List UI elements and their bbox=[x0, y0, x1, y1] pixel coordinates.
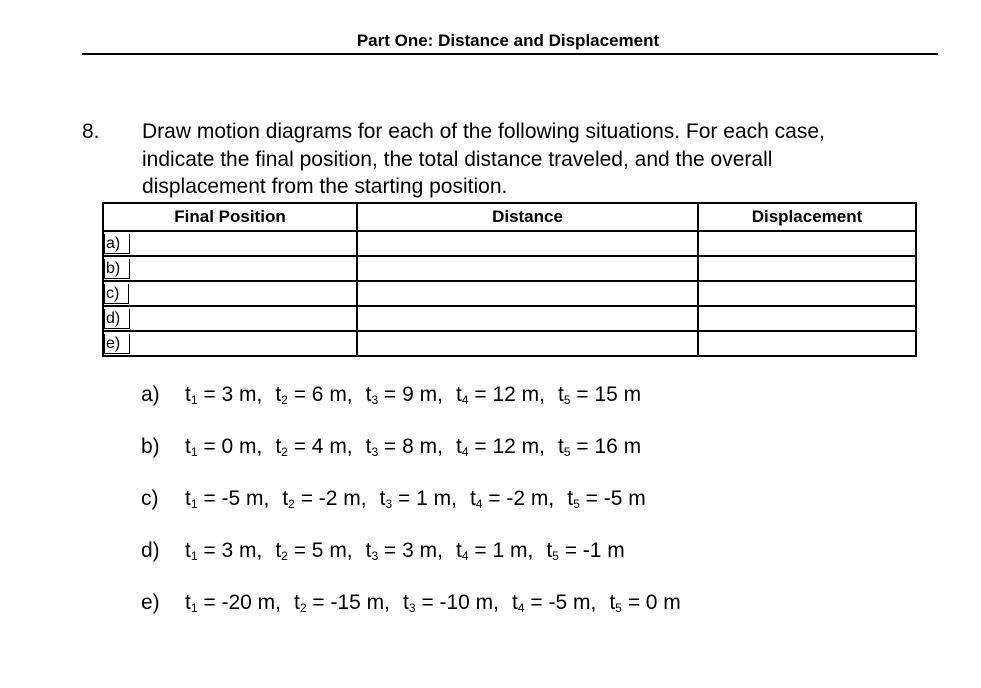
time-subscript: 5 bbox=[563, 445, 571, 459]
case-line bbox=[141, 484, 694, 536]
time-subscript: 1 bbox=[190, 445, 198, 459]
time-subscript: 3 bbox=[371, 393, 379, 407]
time-subscript: 4 bbox=[461, 445, 469, 459]
position-value bbox=[366, 383, 443, 406]
position-text: = -2 m, bbox=[488, 487, 555, 510]
time-symbol: t bbox=[185, 539, 191, 562]
position-text: = -5 m bbox=[585, 487, 646, 510]
table-header-row bbox=[103, 203, 916, 231]
time-subscript: 5 bbox=[552, 549, 559, 563]
position-text: = 5 m, bbox=[293, 539, 353, 562]
final-position-cell[interactable] bbox=[103, 231, 357, 256]
position-text: = 3 m, bbox=[203, 383, 263, 406]
time-subscript: 3 bbox=[371, 549, 379, 563]
answer-table bbox=[102, 202, 917, 357]
time-symbol: t bbox=[185, 435, 191, 458]
position-value bbox=[275, 383, 352, 406]
time-subscript: 5 bbox=[573, 497, 580, 511]
position-text: = 4 m, bbox=[293, 435, 353, 458]
position-text: = -5 m, bbox=[530, 591, 597, 614]
position-value bbox=[185, 435, 262, 458]
final-position-cell[interactable] bbox=[103, 281, 357, 306]
position-text: = 6 m, bbox=[293, 383, 353, 406]
time-subscript: 2 bbox=[281, 445, 288, 459]
question-number: 8. bbox=[82, 120, 100, 143]
time-symbol: t bbox=[275, 383, 282, 406]
time-subscript: 2 bbox=[288, 497, 295, 511]
time-subscript: 1 bbox=[190, 393, 198, 407]
case-line bbox=[141, 536, 694, 588]
row-label: d) bbox=[104, 309, 130, 329]
distance-cell[interactable] bbox=[357, 331, 698, 356]
time-subscript: 5 bbox=[615, 601, 622, 615]
case-line bbox=[141, 380, 694, 432]
case-label: b) bbox=[141, 435, 160, 458]
position-value bbox=[366, 435, 443, 458]
position-text: = 8 m, bbox=[384, 435, 443, 458]
row-label: a) bbox=[104, 234, 130, 254]
time-symbol: t bbox=[294, 591, 300, 614]
position-value bbox=[185, 487, 269, 510]
position-text: = 1 m, bbox=[398, 487, 457, 510]
position-value bbox=[185, 591, 281, 614]
position-text: = 16 m bbox=[576, 435, 642, 458]
position-value bbox=[294, 591, 390, 614]
time-symbol: t bbox=[557, 435, 564, 458]
question-line: displacement from the starting position. bbox=[142, 175, 508, 198]
case-label: a) bbox=[141, 383, 160, 406]
position-value bbox=[380, 487, 457, 510]
position-text: = 9 m, bbox=[384, 383, 443, 406]
time-symbol: t bbox=[365, 383, 372, 406]
time-symbol: t bbox=[546, 539, 553, 562]
position-value bbox=[558, 435, 641, 458]
time-symbol: t bbox=[403, 591, 409, 614]
question-prompt bbox=[142, 118, 942, 201]
question-line: Draw motion diagrams for each of the following situations. For each case, bbox=[142, 120, 825, 143]
question-line: indicate the final position, the total distance traveled, and the overall bbox=[142, 147, 773, 171]
time-symbol: t bbox=[512, 591, 518, 614]
position-text: = -15 m, bbox=[312, 591, 390, 614]
time-subscript: 5 bbox=[563, 393, 571, 407]
position-value bbox=[275, 435, 352, 458]
case-label: d) bbox=[141, 539, 160, 562]
position-value bbox=[275, 539, 352, 562]
position-value bbox=[512, 591, 596, 614]
displacement-cell[interactable] bbox=[698, 306, 916, 331]
position-value bbox=[185, 383, 262, 406]
time-subscript: 2 bbox=[281, 393, 288, 407]
displacement-cell[interactable] bbox=[698, 231, 916, 256]
position-value bbox=[558, 383, 641, 406]
table-row bbox=[103, 281, 916, 306]
case-line bbox=[141, 588, 694, 640]
row-label: b) bbox=[104, 259, 130, 279]
position-list bbox=[141, 380, 694, 640]
distance-cell[interactable] bbox=[357, 281, 698, 306]
position-text: = -10 m, bbox=[421, 591, 499, 614]
distance-cell[interactable] bbox=[357, 231, 698, 256]
position-value bbox=[546, 539, 624, 562]
position-text: = 12 m, bbox=[474, 435, 545, 458]
time-symbol: t bbox=[282, 487, 289, 510]
time-subscript: 4 bbox=[461, 393, 469, 407]
time-symbol: t bbox=[275, 435, 282, 458]
position-value bbox=[456, 539, 533, 562]
time-symbol: t bbox=[455, 383, 462, 406]
case-label: c) bbox=[141, 487, 159, 510]
time-subscript: 4 bbox=[475, 497, 483, 511]
time-subscript: 4 bbox=[517, 601, 525, 615]
position-text: = -5 m, bbox=[203, 487, 270, 510]
table-row bbox=[103, 331, 916, 356]
position-value bbox=[366, 539, 443, 562]
case-label: e) bbox=[141, 591, 160, 614]
position-text: = -2 m, bbox=[300, 487, 367, 510]
column-header-final-position: Final Position bbox=[103, 203, 357, 231]
position-text: = 1 m, bbox=[474, 539, 534, 562]
displacement-cell[interactable] bbox=[698, 281, 916, 306]
position-text: = 0 m, bbox=[203, 435, 263, 458]
distance-cell[interactable] bbox=[357, 256, 698, 281]
row-label: c) bbox=[104, 284, 129, 304]
time-symbol: t bbox=[567, 487, 574, 510]
position-text: = 12 m, bbox=[474, 383, 545, 406]
table-row bbox=[103, 256, 916, 281]
time-symbol: t bbox=[185, 383, 191, 406]
time-symbol: t bbox=[185, 591, 191, 614]
position-value bbox=[456, 383, 545, 406]
displacement-cell[interactable] bbox=[698, 256, 916, 281]
position-text: = -1 m bbox=[564, 539, 625, 562]
time-symbol: t bbox=[609, 591, 616, 614]
position-value bbox=[609, 591, 680, 614]
position-value bbox=[470, 487, 554, 510]
column-header-displacement: Displacement bbox=[698, 203, 916, 231]
position-text: = 0 m bbox=[627, 591, 681, 614]
column-header-distance: Distance bbox=[357, 203, 698, 231]
final-position-cell[interactable] bbox=[103, 306, 357, 331]
time-subscript: 4 bbox=[461, 549, 469, 563]
row-label: e) bbox=[104, 334, 130, 354]
time-subscript: 1 bbox=[190, 601, 198, 615]
time-subscript: 3 bbox=[408, 601, 416, 615]
final-position-cell[interactable] bbox=[103, 256, 357, 281]
table-row bbox=[103, 231, 916, 256]
time-subscript: 1 bbox=[190, 497, 198, 511]
distance-cell[interactable] bbox=[357, 306, 698, 331]
final-position-cell[interactable] bbox=[103, 331, 357, 356]
position-value bbox=[567, 487, 645, 510]
header-divider bbox=[82, 53, 938, 55]
time-subscript: 2 bbox=[299, 601, 307, 615]
position-text: = 3 m, bbox=[203, 539, 263, 562]
position-value bbox=[456, 435, 545, 458]
time-subscript: 3 bbox=[385, 497, 393, 511]
case-line bbox=[141, 432, 694, 484]
time-subscript: 3 bbox=[371, 445, 379, 459]
time-symbol: t bbox=[469, 487, 476, 510]
time-symbol: t bbox=[379, 487, 386, 510]
time-symbol: t bbox=[455, 435, 462, 458]
time-symbol: t bbox=[365, 435, 372, 458]
time-symbol: t bbox=[365, 539, 372, 562]
time-symbol: t bbox=[557, 383, 564, 406]
displacement-cell[interactable] bbox=[698, 331, 916, 356]
time-symbol: t bbox=[275, 539, 282, 562]
page-title: Part One: Distance and Displacement bbox=[356, 31, 660, 50]
position-text: = 3 m, bbox=[384, 539, 443, 562]
position-text: = 15 m bbox=[576, 383, 642, 406]
time-subscript: 1 bbox=[190, 549, 198, 563]
position-text: = -20 m, bbox=[203, 591, 281, 614]
time-symbol: t bbox=[455, 539, 462, 562]
time-subscript: 2 bbox=[281, 549, 288, 563]
position-value bbox=[403, 591, 499, 614]
table-row bbox=[103, 306, 916, 331]
time-symbol: t bbox=[185, 487, 191, 510]
position-value bbox=[282, 487, 366, 510]
position-value bbox=[185, 539, 262, 562]
